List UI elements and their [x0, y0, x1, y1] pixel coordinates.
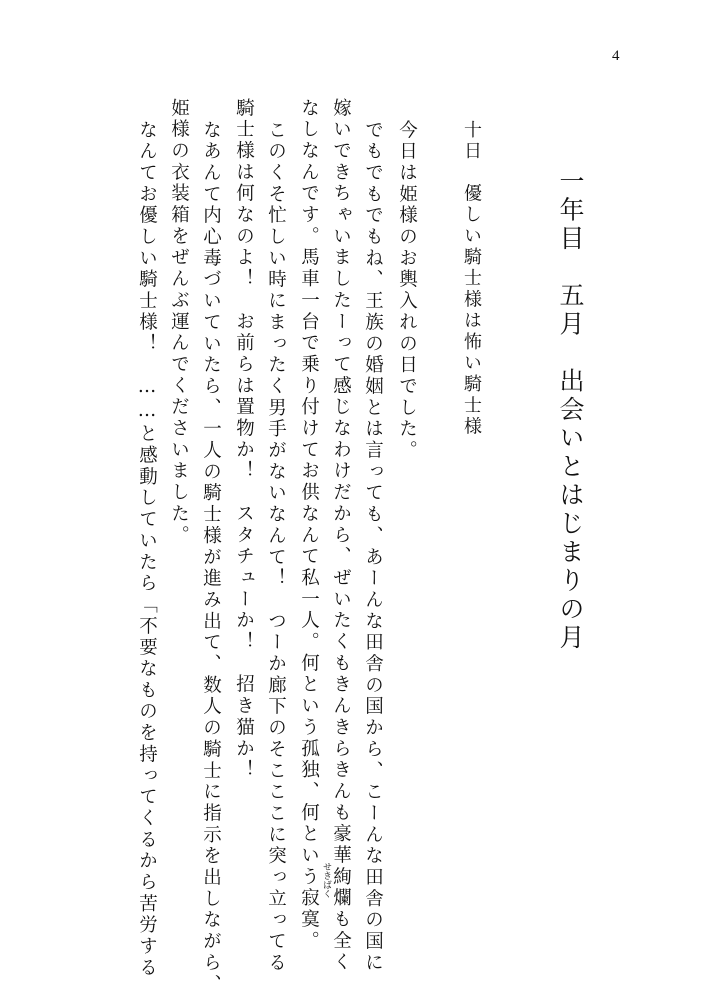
- body-line-2: でもでもでもね、王族の婚姻とは言っても、あーんな田舎の国から、こーんな田舎の国に: [362, 120, 384, 974]
- body-line-4: なしなんです。馬車一台で乗り付けてお供なんて私一人。何という孤独、何という寂寞。: [298, 98, 320, 952]
- chapter-title: 一年目 五月 出会いとはじまりの月: [556, 168, 585, 653]
- body-line-8: 姫様の衣装箱をぜんぶ運んでくださいました。: [168, 98, 190, 547]
- body-line-3: 嫁いできちゃいましたーって感じなわけだから、ぜいたくもきんきらきんも豪華絢爛も全く: [330, 98, 352, 974]
- page-number: 4: [612, 48, 620, 64]
- body-line-5: このくそ忙しい時にまったく男手がないなんて！ つーか廊下のそこここに突っ立ってる: [265, 120, 287, 974]
- ruby-sekibaku: せきばく: [321, 862, 331, 898]
- body-line-7: なあんて内心毒づいていたら、一人の騎士様が進み出て、数人の騎士に指示を出しながら、: [200, 120, 222, 996]
- body-line-9: なんてお優しい騎士様！ ……と感動していたら「不要なものを持ってくるから苦労する: [136, 120, 158, 979]
- section-title: 十日 優しい騎士様は怖い騎士様: [461, 120, 482, 438]
- body-line-1: 今日は姫様のお輿入れの日でした。: [396, 120, 418, 462]
- body-line-6: 騎士様は何なのよ！ お前らは置物か！ スタチューか！ 招き猫か！: [233, 98, 255, 782]
